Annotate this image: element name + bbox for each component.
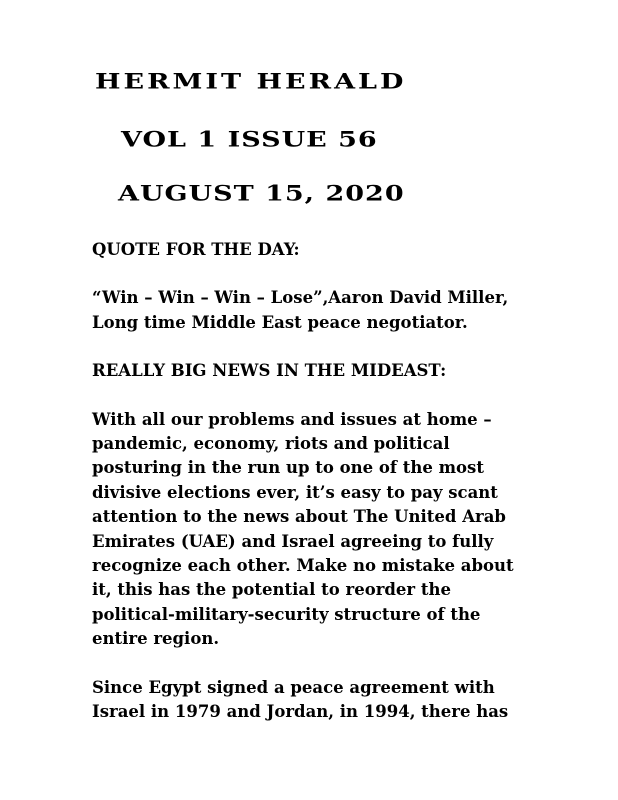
paragraph-1 <box>92 408 532 652</box>
paragraph-1-line: attention to the news about The United Arab <box>92 507 506 527</box>
quote-heading <box>92 238 532 262</box>
paragraph-1-line: Emirates (UAE) and Israel agreeing to fully <box>92 531 494 551</box>
paragraph-1-line: recognize each other. Make no mistake about <box>92 556 514 576</box>
issue-date: AUGUST 15, 2020 <box>118 182 405 207</box>
quote-line: “Win – Win – Win – Lose”,Aaron David Miller, <box>92 288 509 308</box>
quote-heading-text: QUOTE FOR THE DAY: <box>92 240 300 259</box>
volume-issue: VOL 1 ISSUE 56 <box>121 128 378 153</box>
quote-paragraph <box>92 286 532 335</box>
paragraph-1-line: With all our problems and issues at home – <box>92 409 492 429</box>
paragraph-2-line: Israel in 1979 and Jordan, in 1994, there has <box>92 702 509 722</box>
paragraph-2-line: Since Egypt signed a peace agreement with <box>92 677 495 697</box>
paragraph-1-line: divisive elections ever, it’s easy to pay scant <box>92 482 498 502</box>
paragraph-2 <box>92 676 532 725</box>
article-body <box>92 238 532 749</box>
news-heading-text: REALLY BIG NEWS IN THE MIDEAST: <box>92 361 447 381</box>
paragraph-1-line: posturing in the run up to one of the most <box>92 458 484 478</box>
paragraph-1-line: it, this has the potential to reorder the <box>92 580 451 600</box>
newsletter-title: HERMIT HERALD <box>95 70 407 95</box>
quote-line: Long time Middle East peace negotiator. <box>92 312 468 332</box>
paragraph-1-line: political-military-security structure of the <box>92 604 481 624</box>
news-heading <box>92 359 532 383</box>
paragraph-1-line: entire region. <box>92 629 220 649</box>
paragraph-1-line: pandemic, economy, riots and political <box>92 434 450 454</box>
